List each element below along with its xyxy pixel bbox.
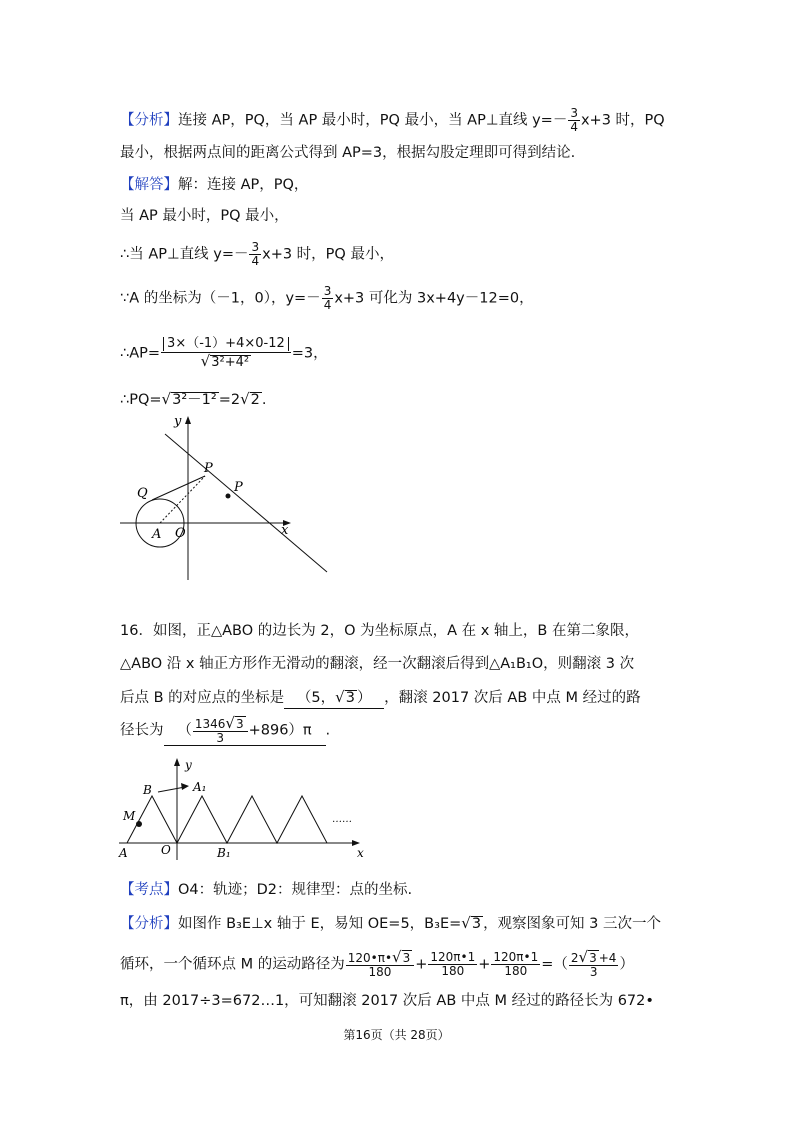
path-fraction-3: $\frac{120\pi•1}{180}$ [493,950,539,978]
roll-arrowhead [181,783,189,790]
roll-arrow [158,787,185,792]
analysis1-text-b: x+3 时，PQ [580,112,665,129]
label-x: x [281,523,289,538]
solution1-line5: ∴AP= $\frac{3\times(-1)+4\times 0-12}{\text{√3²+4²}}$ =3， [120,336,328,370]
y-axis-arrow [185,416,191,424]
label-p2: P [234,480,243,495]
label-y: y [185,758,192,772]
line-l [165,434,327,572]
analysis2-line3: π，由 2017÷3=672…1，可知翻滚 2017 次后 AB 中点 M 经过的路径长为 672• [120,993,654,1009]
analysis1-tag: 【分析】 [120,112,178,129]
sqrt-sign: √ [200,352,211,370]
solution1-line1: 【解答】解：连接 AP，PQ， [120,177,309,193]
analysis1-line2: 最小，根据两点间的距离公式得到 AP=3，根据勾股定理即可得到结论. [120,145,576,161]
solution1-line2: 当 AP 最小时，PQ 最小， [120,208,289,224]
problem16-line2: △ABO 沿 x 轴正方形作无滑动的翻滚，经一次翻滚后得到△A₁B₁O，则翻滚 3 次 [120,656,635,672]
fraction-3-4: $\frac{3}{4}$ [323,284,332,312]
label-a: A [119,846,128,860]
segment-qp [152,476,205,500]
label-a1: A₁ [193,780,207,794]
fraction-3-4: $\frac{3}{4}$ [251,240,260,268]
label-b: B [143,783,152,797]
analysis1-text-a: 连接 AP，PQ，当 AP 最小时，PQ 最小，当 AP⊥直线 y=－ [178,112,568,129]
kaodian-tag: 【考点】 [120,882,178,898]
label-m: M [123,809,136,823]
problem16-line3: 后点 B 的对应点的坐标是 （5，√3 ） ，翻滚 2017 次后 AB 中点 M 经过的路 [120,687,641,709]
path-fraction-1: $\frac{120•\pi•√3}{180}$ [346,950,415,979]
solution1-tag: 【解答】 [120,177,178,193]
point-m [136,821,142,827]
label-x: x [357,846,364,860]
analysis2-line1: 【分析】如图作 B₃E⊥x 轴于 E，易知 OE=5，B₃E=√3 ，观察图象可知 3 三次一个 [120,914,662,932]
path-fraction-2: $\frac{120\pi•1}{180}$ [430,950,476,978]
distance-fraction: $\frac{3\times(-1)+4\times 0-12}{\text{√3²+4²}}$ [161,336,291,371]
kaodian-line: 【考点】O4：轨迹；D2：规律型：点的坐标. [120,882,413,898]
solution1-line6: ∴PQ=√3²－1² =2√2 . [120,390,267,408]
problem16-line4: 径长为 （ $\frac{1346√3}{3}$ +896）π . [120,714,331,745]
label-p1: P [204,461,213,476]
analysis1-line1 [120,107,665,134]
label-o: O [161,843,171,857]
label-q: Q [137,486,148,501]
label-b1: B₁ [217,846,231,860]
label-y: y [174,414,182,429]
label-a: A [152,527,162,542]
triangle-path [127,796,327,843]
problem16-line1: 16．如图，正△ABO 的边长为 2，O 为坐标原点，A 在 x 轴上，B 在第二象限， [120,623,639,639]
analysis2-line2: 循环，一个循环点 M 的运动路径为 $\frac{120•\pi•√3}{180}$ + $\frac{120\pi•1}{180}$ + $\frac{120\pi•1}{180}$ =（ $\frac{2√3 +4}{3}$ ） [120,948,634,979]
continuation-dots: …… [332,814,352,825]
fraction-3-4: $\frac{3}{4}$ [570,106,578,134]
result-fraction: $\frac{2√3 +4}{3}$ [570,948,617,979]
solution1-line3: ∴当 AP⊥直线 y=－ $\frac{3}{4}$ x+3 时，PQ 最小， [120,240,394,268]
answer-blank-1: （5，√3 ） [284,687,384,709]
y-axis-arrow [174,758,180,766]
answer-blank-2: （ $\frac{1346√3}{3}$ +896）π [164,716,326,746]
label-o: O [175,526,186,541]
solution1-line4: ∵A 的坐标为（－1，0），y=－ $\frac{3}{4}$ x+3 可化为 3x+4y－12=0， [120,284,534,312]
analysis2-tag: 【分析】 [120,916,178,932]
point-p [226,494,231,499]
figure1-circle-line [115,412,335,584]
page-footer: 第16页（共 28页） [343,1028,450,1042]
figure2-rolling-triangle [115,756,375,862]
